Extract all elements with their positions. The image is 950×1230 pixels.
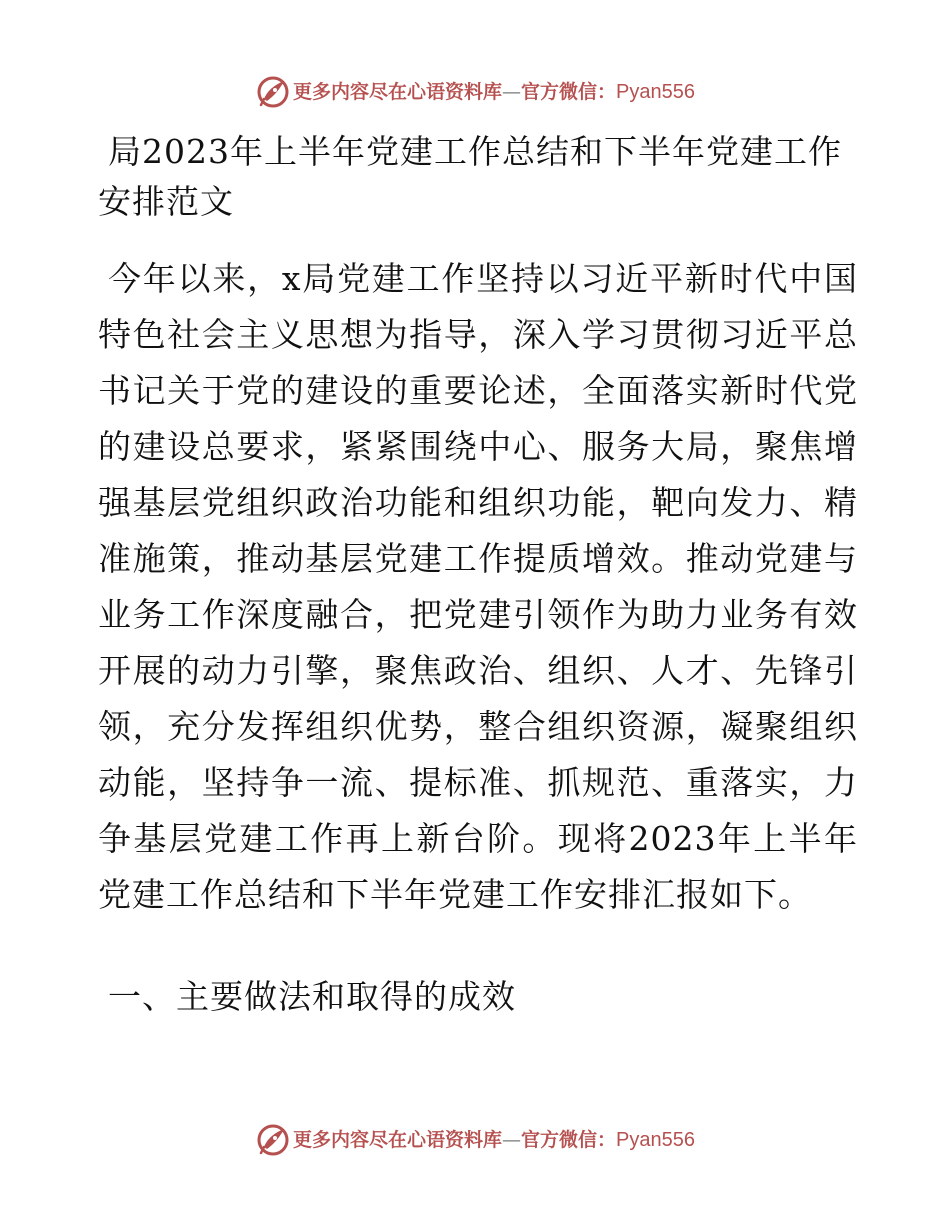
banner-main-text: 更多内容尽在心语资料库 [293, 1128, 503, 1151]
banner-separator: — [502, 1128, 522, 1151]
section-heading: 一、主要做法和取得的成效 [108, 977, 516, 1016]
document-title: 局2023年上半年党建工作总结和下半年党建工作安排范文 [98, 132, 842, 221]
pen-nib-logo-icon [255, 1122, 291, 1158]
body-paragraph: 今年以来，x局党建工作坚持以习近平新时代中国特色社会主义思想为指导，深入学习贯彻习近平总书记关于党的建设的重要论述，全面落实新时代党的建设总要求，紧紧围绕中心、服务大局，聚焦增强基层党组织政治功能和组织功能，靶向发力、精准施策，推动基层党建工作提质增效。推动党建与业务工作深度融合，把党建引领作为助力业务有效开展的动力引擎，聚焦政治、组织、人才、先锋引领，充分发挥组织优势，整合组织资源，凝聚组织动能，坚持争一流、提标准、抓规范、重落实，力争基层党建工作再上新台阶。现将2023年上半年党建工作总结和下半年党建工作安排汇报如下。 [98, 259, 858, 914]
banner-wechat-id: Pyan556 [616, 81, 695, 103]
header-watermark-banner [0, 72, 950, 112]
footer-watermark-banner [0, 1120, 950, 1160]
banner-wechat-id: Pyan556 [616, 1129, 695, 1151]
banner-main-text: 更多内容尽在心语资料库 [293, 80, 503, 103]
banner-wechat-label: 官方微信： [521, 1128, 617, 1151]
banner-wechat-label: 官方微信： [521, 80, 617, 103]
pen-nib-logo-icon [255, 74, 291, 110]
banner-separator: — [502, 80, 522, 103]
